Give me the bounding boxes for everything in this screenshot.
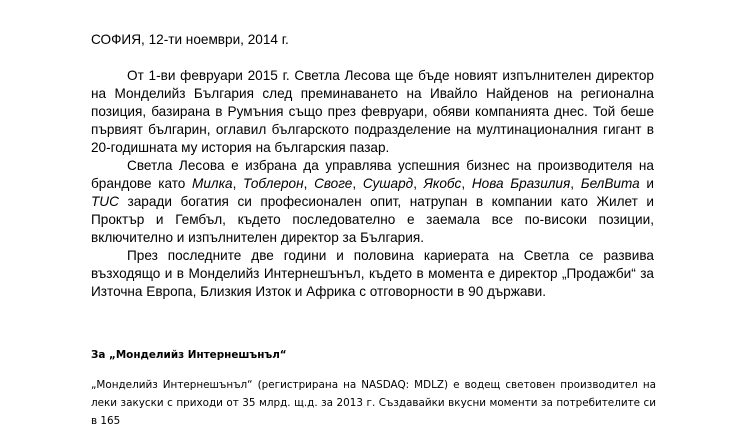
brand-separator: , [232, 176, 244, 191]
brand-separator: , [413, 176, 424, 191]
paragraph-brands-outro: заради богатия си професионален опит, натрупан в компании като Жилет и Прoктър и Гембъл, където последователно е заемала все по-високи позиции, включително и изпълнителен директор за България. [91, 194, 654, 245]
paragraph-brands [91, 157, 654, 247]
brand-separator: , [352, 176, 363, 191]
brand-name: БелВита [580, 176, 640, 191]
brand-name: TUC [91, 194, 119, 209]
paragraph-appointment: От 1-ви февруари 2015 г. Светла Лесова ще бъде новият изпълнителен директор на Монделийз България след преминаването на Ивайло Найденов на регионална позиция, базирана в Румъния също през февруари, обяви компанията днес. Той беше първият българин, оглавил българското подразделение на мултинационалния гигант в 20-годишната му история на българския пазар. [91, 68, 654, 155]
brand-separator: , [461, 176, 472, 191]
brand-separator: , [570, 176, 581, 191]
brand-name: Своге [314, 176, 353, 191]
paragraph-brands-intro: Светла Лесова е избрана да управлява успешния бизнес на производителя на брандове като [91, 158, 654, 191]
brand-name: Сушард [362, 176, 414, 191]
about-company-heading: За „Монделийз Интернешънъл“ [91, 349, 287, 361]
brand-name: Тоблерон [243, 176, 304, 191]
about-company-text: „Монделийз Интернешънъл“ (регистрирана на NASDAQ: MDLZ) е водещ световен производител на леки закуски с приходи от 35 млрд. щ.д. за 2013 г. Създавайки вкусни моменти за потребителите си в 165 [91, 379, 656, 427]
brand-separator: , [303, 176, 315, 191]
brand-name: Нова Бразилия [471, 176, 571, 191]
dateline: СОФИЯ, 12-ти ноември, 2014 г. [91, 32, 289, 47]
brand-name: Якобс [423, 176, 462, 191]
brand-name: Милка [192, 176, 233, 191]
paragraph-career: През последните две години и половина кариерата на Светла се развива възходящо и в Монделийз Интернешънъл, където в момента е директор „Продажби“ за Източна Европа, Близкия Изток и Африка с отговорности в 90 държави. [91, 248, 654, 299]
brand-separator: и [639, 176, 654, 191]
